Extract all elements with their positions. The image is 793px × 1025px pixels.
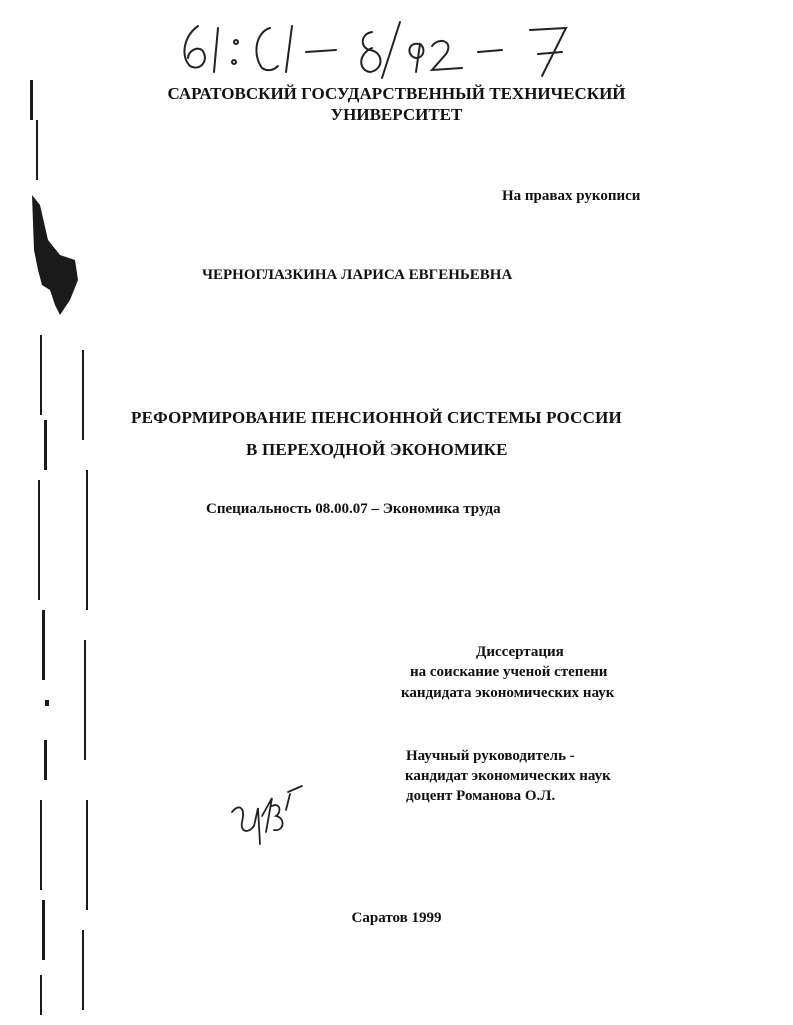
university-name-line2: УНИВЕРСИТЕТ (330, 105, 463, 124)
university-name-line1: САРАТОВСКИЙ ГОСУДАРСТВЕННЫЙ ТЕХНИЧЕСКИЙ (167, 84, 626, 103)
author-name: ЧЕРНОГЛАЗКИНА ЛАРИСА ЕВГЕНЬЕВНА (202, 267, 513, 283)
degree-line: на соискание ученой степени (410, 664, 608, 680)
handwritten-signature (228, 782, 308, 852)
supervisor-degree: кандидат экономических наук (405, 768, 611, 784)
dissertation-label: Диссертация (476, 644, 564, 660)
rights-note: На правах рукописи (502, 188, 641, 204)
thesis-title-line1: РЕФОРМИРОВАНИЕ ПЕНСИОННОЙ СИСТЕМЫ РОССИИ (131, 408, 622, 427)
city-year: Саратов 1999 (351, 910, 442, 926)
handwritten-archive-code (170, 14, 610, 84)
candidate-line: кандидата экономических наук (401, 685, 615, 701)
scan-binding-edge (0, 0, 110, 1025)
supervisor-label: Научный руководитель - (406, 748, 575, 764)
thesis-title-line2: В ПЕРЕХОДНОЙ ЭКОНОМИКЕ (246, 440, 508, 459)
supervisor-name: доцент Романова О.Л. (406, 788, 556, 804)
specialty: Специальность 08.00.07 – Экономика труда (206, 501, 501, 517)
